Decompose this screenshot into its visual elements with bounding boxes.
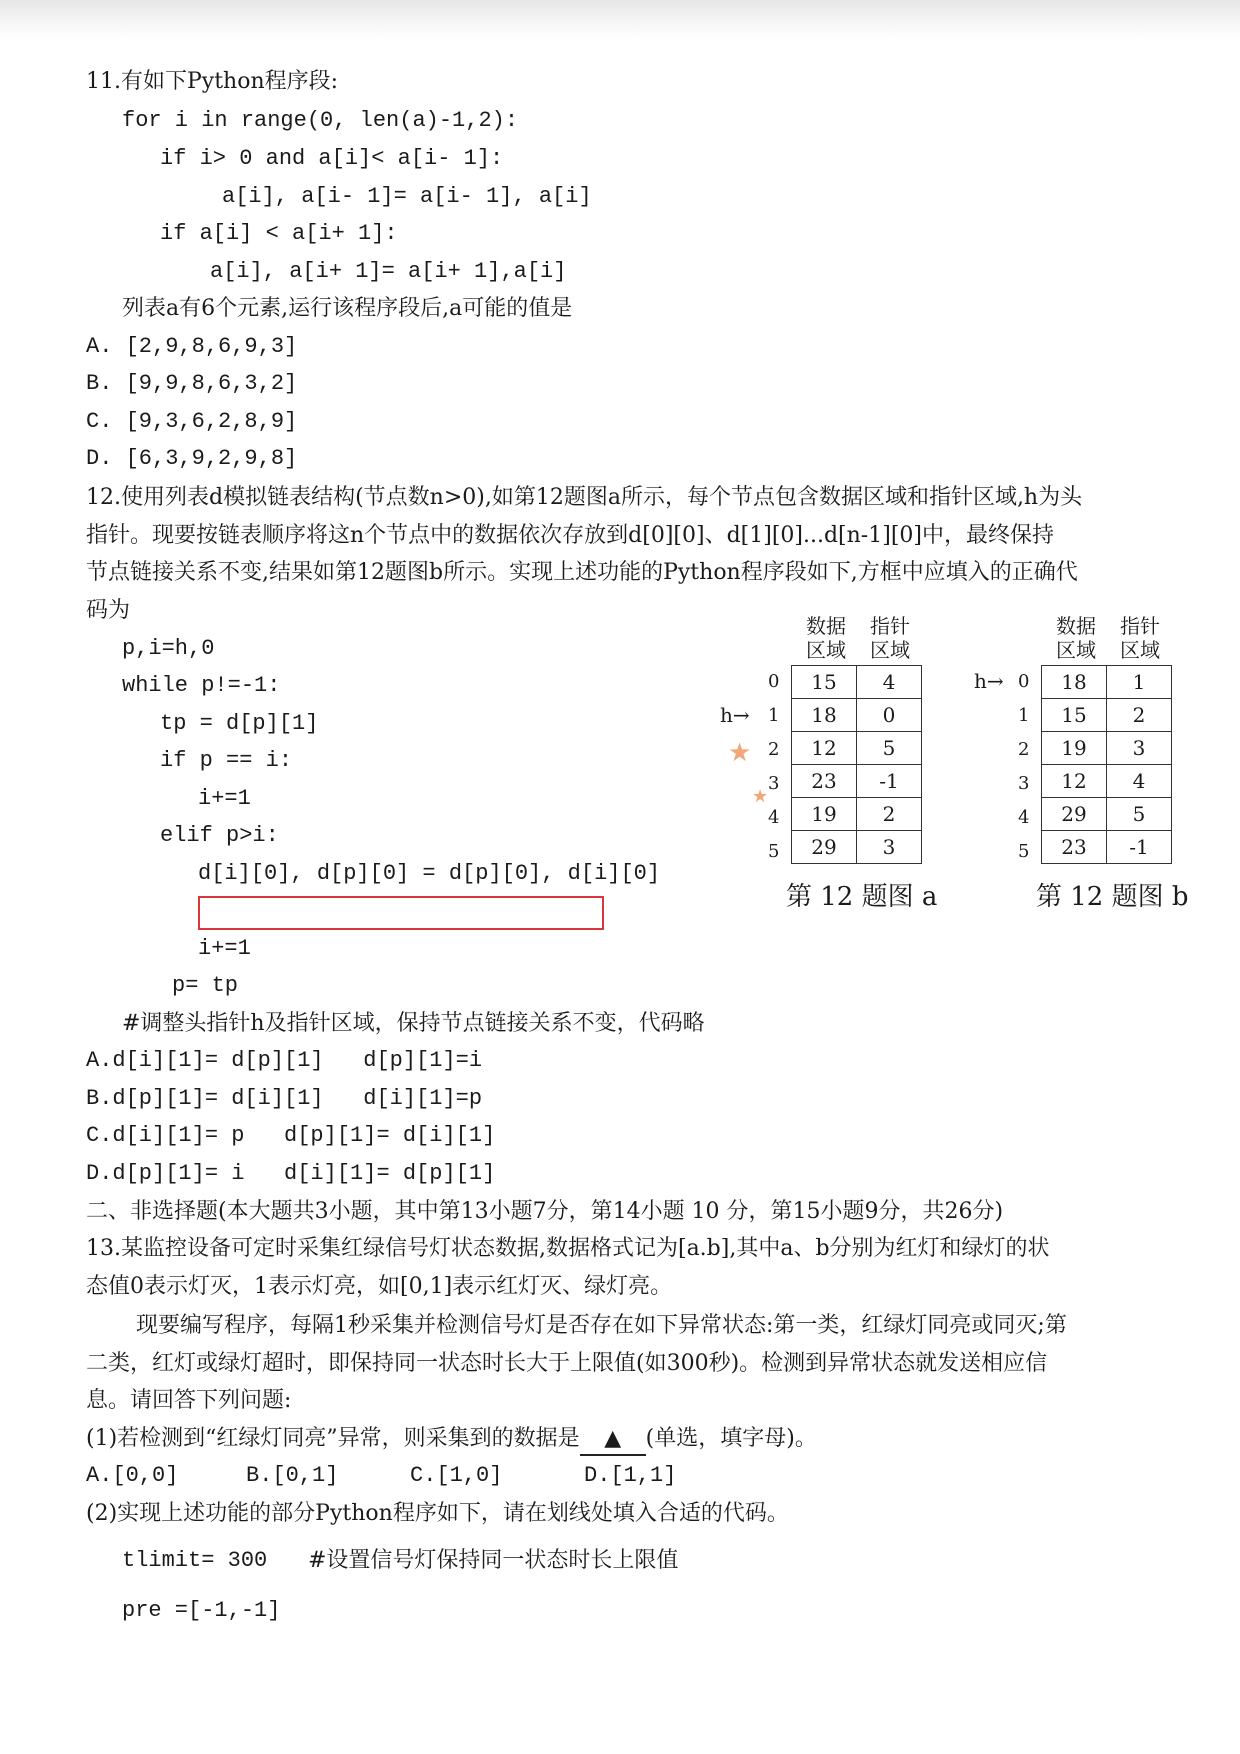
fig-b-index: 2 bbox=[1018, 739, 1030, 760]
data-cell: 12 bbox=[792, 732, 857, 765]
q12-code-line: i+=1 bbox=[198, 936, 251, 961]
q11-option-a: A. [2,9,8,6,9,3] bbox=[86, 334, 298, 359]
q11-code-line: a[i], a[i- 1]= a[i- 1], a[i] bbox=[222, 184, 592, 209]
fig-b-index: 0 bbox=[1018, 671, 1030, 692]
q11-code-line: a[i], a[i+ 1]= a[i+ 1],a[i] bbox=[210, 259, 567, 284]
q13-code-line: tlimit= 300 bbox=[122, 1548, 268, 1573]
pointer-cell: 3 bbox=[857, 831, 922, 864]
data-cell: 23 bbox=[792, 765, 857, 798]
q13-option-b: B.[0,1] bbox=[246, 1463, 339, 1488]
q13-part2: (2)实现上述功能的部分Python程序如下，请在划线处填入合适的代码。 bbox=[86, 1501, 789, 1526]
q13-code-comment: #设置信号灯保持同一状态时长上限值 bbox=[308, 1548, 679, 1573]
q13-stem-line: 现要编写程序，每隔1秒采集并检测信号灯是否存在如下异常状态:第一类，红绿灯同亮或同灭;第 bbox=[136, 1313, 1067, 1338]
q12-code-line: tp = d[p][1] bbox=[160, 711, 319, 736]
pointer-cell: 0 bbox=[857, 699, 922, 732]
answer-blank: ▲ bbox=[580, 1424, 646, 1456]
table-row bbox=[792, 831, 922, 864]
fig-b-index: 3 bbox=[1018, 773, 1030, 794]
q12-stem-line: 节点链接关系不变,结果如第12题图b所示。实现上述功能的Python程序段如下,方框中应填入的正确代 bbox=[86, 560, 1078, 585]
scan-top-band bbox=[0, 0, 1240, 40]
data-cell: 23 bbox=[1042, 831, 1107, 864]
table-row bbox=[792, 666, 922, 699]
q12-code-line: p,i=h,0 bbox=[122, 636, 215, 661]
data-cell: 29 bbox=[1042, 798, 1107, 831]
linked-list-table-b bbox=[1041, 665, 1172, 864]
fig-b-caption: 第 12 题图 b bbox=[1036, 882, 1189, 912]
q12-stem-line: 12.使用列表d模拟链表结构(节点数n>0),如第12题图a所示，每个节点包含数据区域和指针区域,h为头 bbox=[86, 485, 1083, 510]
data-cell: 15 bbox=[1042, 699, 1107, 732]
pointer-cell: -1 bbox=[1107, 831, 1172, 864]
pointer-cell: 3 bbox=[1107, 732, 1172, 765]
q13-stem-line: 13.某监控设备可定时采集红绿信号灯状态数据,数据格式记为[a.b],其中a、b分别为红灯和绿灯的状 bbox=[86, 1236, 1050, 1261]
q12-code-line: i+=1 bbox=[198, 786, 251, 811]
q12-stem-line: 码为 bbox=[86, 598, 131, 623]
linked-list-table-a bbox=[791, 665, 922, 864]
q12-option-b: B.d[p][1]= d[i][1] d[i][1]=p bbox=[86, 1086, 483, 1111]
q12-stem-line: 指针。现要按链表顺序将这n个节点中的数据依次存放到d[0][0]、d[1][0]...d[n-1][0]中，最终保持 bbox=[86, 523, 1054, 548]
q12-code-line: elif p>i: bbox=[160, 823, 279, 848]
data-cell: 18 bbox=[792, 699, 857, 732]
table-row bbox=[792, 798, 922, 831]
q11-code-line: if i> 0 and a[i]< a[i- 1]: bbox=[160, 146, 504, 171]
q13-part1 bbox=[86, 1424, 817, 1456]
fig-a-header-pointer: 指针 区域 bbox=[870, 614, 910, 662]
q12-option-c: C.d[i][1]= p d[p][1]= d[i][1] bbox=[86, 1123, 496, 1148]
table-row bbox=[792, 765, 922, 798]
table-row bbox=[1042, 831, 1172, 864]
pointer-cell: -1 bbox=[857, 765, 922, 798]
table-row bbox=[1042, 732, 1172, 765]
q12-code-comment: #调整头指针h及指针区域，保持节点链接关系不变，代码略 bbox=[122, 1011, 705, 1036]
pointer-cell: 5 bbox=[1107, 798, 1172, 831]
table-row bbox=[792, 732, 922, 765]
pointer-cell: 2 bbox=[857, 798, 922, 831]
fig-a-header-data: 数据 区域 bbox=[806, 614, 846, 662]
fig-a-index: 4 bbox=[768, 807, 780, 828]
fig-b-header-data: 数据 区域 bbox=[1056, 614, 1096, 662]
data-cell: 15 bbox=[792, 666, 857, 699]
table-row bbox=[792, 699, 922, 732]
fig-a-index: 1 bbox=[768, 705, 780, 726]
fig-b-header-pointer: 指针 区域 bbox=[1120, 614, 1160, 662]
pointer-cell: 4 bbox=[857, 666, 922, 699]
table-row bbox=[1042, 666, 1172, 699]
data-cell: 19 bbox=[1042, 732, 1107, 765]
q11-option-d: D. [6,3,9,2,9,8] bbox=[86, 446, 298, 471]
q13-stem-line: 态值0表示灯灭，1表示灯亮，如[0,1]表示红灯灭、绿灯亮。 bbox=[86, 1274, 673, 1299]
fig-a-index: 3 bbox=[768, 773, 780, 794]
fig-a-index: 0 bbox=[768, 671, 780, 692]
fig-b-head-arrow: h→ bbox=[974, 669, 1004, 693]
q12-code-line: if p == i: bbox=[160, 748, 293, 773]
q13-part1-prefix: (1)若检测到“红绿灯同亮”异常，则采集到的数据是 bbox=[86, 1426, 580, 1451]
q13-option-c: C.[1,0] bbox=[410, 1463, 503, 1488]
section-title: 二、非选择题(本大题共3小题，其中第13小题7分，第14小题 10 分，第15小题9分，共26分) bbox=[86, 1199, 1004, 1224]
q13-option-a: A.[0,0] bbox=[86, 1463, 179, 1488]
q12-code-line: d[i][0], d[p][0] = d[p][0], d[i][0] bbox=[198, 861, 661, 886]
fig-b-index: 4 bbox=[1018, 807, 1030, 828]
data-cell: 29 bbox=[792, 831, 857, 864]
q11-question: 列表a有6个元素,运行该程序段后,a可能的值是 bbox=[122, 296, 573, 321]
pointer-cell: 5 bbox=[857, 732, 922, 765]
decorative-star-icon: ★ bbox=[752, 786, 769, 807]
q11-option-c: C. [9,3,6,2,8,9] bbox=[86, 409, 298, 434]
q13-stem-line: 息。请回答下列问题: bbox=[86, 1388, 292, 1413]
decorative-star-icon: ★ bbox=[728, 738, 752, 768]
q13-stem-line: 二类，红灯或绿灯超时，即保持同一状态时长大于上限值(如300秒)。检测到异常状态就发送相应信 bbox=[86, 1351, 1048, 1376]
q13-option-d: D.[1,1] bbox=[584, 1463, 677, 1488]
fig-a-head-arrow: h→ bbox=[720, 703, 750, 727]
table-row bbox=[1042, 765, 1172, 798]
q13-code-line: pre =[-1,-1] bbox=[122, 1598, 281, 1623]
answer-box bbox=[198, 896, 604, 930]
data-cell: 19 bbox=[792, 798, 857, 831]
q11-code-line: for i in range(0, len(a)-1,2): bbox=[122, 108, 519, 133]
data-cell: 12 bbox=[1042, 765, 1107, 798]
q12-code-line: while p!=-1: bbox=[122, 673, 281, 698]
table-row bbox=[1042, 798, 1172, 831]
q12-code-line: p= tp bbox=[172, 973, 239, 998]
q11-option-b: B. [9,9,8,6,3,2] bbox=[86, 371, 298, 396]
q11-code-line: if a[i] < a[i+ 1]: bbox=[160, 221, 398, 246]
pointer-cell: 1 bbox=[1107, 666, 1172, 699]
fig-b-index: 5 bbox=[1018, 841, 1030, 862]
fig-b-index: 1 bbox=[1018, 705, 1030, 726]
pointer-cell: 2 bbox=[1107, 699, 1172, 732]
q13-part1-suffix: (单选，填字母)。 bbox=[645, 1426, 817, 1451]
data-cell: 18 bbox=[1042, 666, 1107, 699]
q11-title: 11.有如下Python程序段: bbox=[86, 69, 339, 94]
q12-option-d: D.d[p][1]= i d[i][1]= d[p][1] bbox=[86, 1161, 496, 1186]
table-row bbox=[1042, 699, 1172, 732]
q12-option-a: A.d[i][1]= d[p][1] d[p][1]=i bbox=[86, 1048, 483, 1073]
fig-a-index: 2 bbox=[768, 739, 780, 760]
fig-a-caption: 第 12 题图 a bbox=[786, 882, 938, 912]
pointer-cell: 4 bbox=[1107, 765, 1172, 798]
fig-a-index: 5 bbox=[768, 841, 780, 862]
